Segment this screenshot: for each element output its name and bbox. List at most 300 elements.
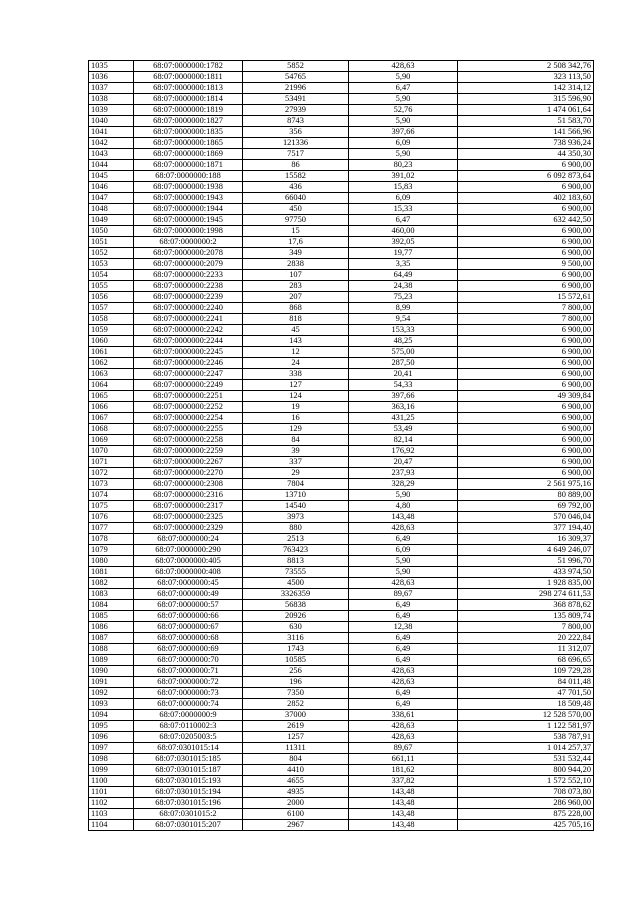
row-number-cell: 1102 [89, 798, 134, 809]
cadastral-value-cell: 6 900,00 [458, 248, 594, 259]
table-row [89, 809, 594, 820]
row-number-cell: 1086 [89, 622, 134, 633]
area-cell: 14540 [243, 501, 349, 512]
row-number-cell: 1104 [89, 820, 134, 831]
table-row [89, 83, 594, 94]
row-number-cell: 1097 [89, 743, 134, 754]
cadastral-number-cell: 68:07:0000000:2254 [134, 413, 243, 424]
area-cell: 16 [243, 413, 349, 424]
area-cell: 10585 [243, 655, 349, 666]
area-cell: 2513 [243, 534, 349, 545]
row-number-cell: 1085 [89, 611, 134, 622]
area-cell: 2000 [243, 798, 349, 809]
area-cell: 19 [243, 402, 349, 413]
specific-value-cell: 19,77 [349, 248, 458, 259]
row-number-cell: 1049 [89, 215, 134, 226]
table-row [89, 424, 594, 435]
specific-value-cell: 9,54 [349, 314, 458, 325]
area-cell: 804 [243, 754, 349, 765]
cadastral-number-cell: 68:07:0000000:2258 [134, 435, 243, 446]
table-row [89, 61, 594, 72]
table-row [89, 523, 594, 534]
specific-value-cell: 363,16 [349, 402, 458, 413]
cadastral-number-cell: 68:07:0000000:68 [134, 633, 243, 644]
cadastral-number-cell: 68:07:0000000:2317 [134, 501, 243, 512]
specific-value-cell: 15,83 [349, 182, 458, 193]
table-row [89, 787, 594, 798]
cadastral-value-cell: 6 900,00 [458, 237, 594, 248]
area-cell: 7804 [243, 479, 349, 490]
table-row [89, 182, 594, 193]
area-cell: 196 [243, 677, 349, 688]
table-row [89, 314, 594, 325]
cadastral-number-cell: 68:07:0000000:2329 [134, 523, 243, 534]
area-cell: 12 [243, 347, 349, 358]
area-cell: 8743 [243, 116, 349, 127]
area-cell: 84 [243, 435, 349, 446]
cadastral-number-cell: 68:07:0000000:1998 [134, 226, 243, 237]
specific-value-cell: 6,49 [349, 655, 458, 666]
cadastral-number-cell: 68:07:0301015:185 [134, 754, 243, 765]
table-row [89, 688, 594, 699]
row-number-cell: 1050 [89, 226, 134, 237]
row-number-cell: 1044 [89, 160, 134, 171]
area-cell: 2967 [243, 820, 349, 831]
specific-value-cell: 6,47 [349, 215, 458, 226]
row-number-cell: 1072 [89, 468, 134, 479]
area-cell: 27939 [243, 105, 349, 116]
cadastral-value-cell: 20 222,84 [458, 633, 594, 644]
area-cell: 4500 [243, 578, 349, 589]
row-number-cell: 1077 [89, 523, 134, 534]
cadastral-number-cell: 68:07:0000000:405 [134, 556, 243, 567]
table-row [89, 710, 594, 721]
area-cell: 124 [243, 391, 349, 402]
row-number-cell: 1093 [89, 699, 134, 710]
cadastral-number-cell: 68:07:0301015:194 [134, 787, 243, 798]
cadastral-number-cell: 68:07:0000000:2078 [134, 248, 243, 259]
area-cell: 15 [243, 226, 349, 237]
cadastral-value-cell: 2 508 342,76 [458, 61, 594, 72]
row-number-cell: 1074 [89, 490, 134, 501]
specific-value-cell: 48,25 [349, 336, 458, 347]
specific-value-cell: 143,48 [349, 787, 458, 798]
cadastral-number-cell: 68:07:0000000:67 [134, 622, 243, 633]
table-row [89, 754, 594, 765]
cadastral-number-cell: 68:07:0000000:9 [134, 710, 243, 721]
cadastral-value-cell: 69 792,00 [458, 501, 594, 512]
row-number-cell: 1046 [89, 182, 134, 193]
cadastral-number-cell: 68:07:0000000:2267 [134, 457, 243, 468]
row-number-cell: 1048 [89, 204, 134, 215]
area-cell: 3326359 [243, 589, 349, 600]
area-cell: 15582 [243, 171, 349, 182]
specific-value-cell: 6,09 [349, 138, 458, 149]
cadastral-number-cell: 68:07:0000000:1827 [134, 116, 243, 127]
cadastral-value-cell: 6 900,00 [458, 358, 594, 369]
area-cell: 256 [243, 666, 349, 677]
row-number-cell: 1064 [89, 380, 134, 391]
table-row [89, 490, 594, 501]
row-number-cell: 1090 [89, 666, 134, 677]
cadastral-value-cell: 7 800,00 [458, 303, 594, 314]
row-number-cell: 1040 [89, 116, 134, 127]
row-number-cell: 1039 [89, 105, 134, 116]
cadastral-value-cell: 1 474 061,64 [458, 105, 594, 116]
cadastral-number-cell: 68:07:0000000:2249 [134, 380, 243, 391]
row-number-cell: 1058 [89, 314, 134, 325]
cadastral-number-cell: 68:07:0000000:1782 [134, 61, 243, 72]
area-cell: 107 [243, 270, 349, 281]
row-number-cell: 1098 [89, 754, 134, 765]
table-row [89, 743, 594, 754]
cadastral-value-cell: 402 183,60 [458, 193, 594, 204]
specific-value-cell: 80,23 [349, 160, 458, 171]
area-cell: 6100 [243, 809, 349, 820]
specific-value-cell: 176,92 [349, 446, 458, 457]
specific-value-cell: 397,66 [349, 391, 458, 402]
cadastral-number-cell: 68:07:0301015:187 [134, 765, 243, 776]
cadastral-value-cell: 6 900,00 [458, 336, 594, 347]
table-row [89, 391, 594, 402]
cadastral-value-cell: 49 309,84 [458, 391, 594, 402]
cadastral-value-cell: 51 583,70 [458, 116, 594, 127]
row-number-cell: 1099 [89, 765, 134, 776]
table-row [89, 369, 594, 380]
cadastral-value-cell: 425 705,16 [458, 820, 594, 831]
area-cell: 17,6 [243, 237, 349, 248]
table-body [89, 61, 594, 831]
area-cell: 24 [243, 358, 349, 369]
area-cell: 3973 [243, 512, 349, 523]
cadastral-number-cell: 68:07:0000000:2 [134, 237, 243, 248]
specific-value-cell: 287,50 [349, 358, 458, 369]
specific-value-cell: 338,61 [349, 710, 458, 721]
specific-value-cell: 3,35 [349, 259, 458, 270]
cadastral-number-cell: 68:07:0000000:1945 [134, 215, 243, 226]
area-cell: 45 [243, 325, 349, 336]
area-cell: 880 [243, 523, 349, 534]
table-row [89, 468, 594, 479]
area-cell: 338 [243, 369, 349, 380]
row-number-cell: 1038 [89, 94, 134, 105]
cadastral-number-cell: 68:07:0000000:45 [134, 578, 243, 589]
area-cell: 283 [243, 281, 349, 292]
table-row [89, 578, 594, 589]
cadastral-number-cell: 68:07:0301015:193 [134, 776, 243, 787]
area-cell: 4410 [243, 765, 349, 776]
row-number-cell: 1051 [89, 237, 134, 248]
cadastral-value-cell: 11 312,07 [458, 644, 594, 655]
table-row [89, 105, 594, 116]
area-cell: 5852 [243, 61, 349, 72]
specific-value-cell: 460,00 [349, 226, 458, 237]
specific-value-cell: 5,90 [349, 556, 458, 567]
row-number-cell: 1071 [89, 457, 134, 468]
specific-value-cell: 237,93 [349, 468, 458, 479]
row-number-cell: 1045 [89, 171, 134, 182]
specific-value-cell: 428,63 [349, 578, 458, 589]
row-number-cell: 1094 [89, 710, 134, 721]
area-cell: 39 [243, 446, 349, 457]
area-cell: 121336 [243, 138, 349, 149]
row-number-cell: 1065 [89, 391, 134, 402]
row-number-cell: 1036 [89, 72, 134, 83]
row-number-cell: 1101 [89, 787, 134, 798]
cadastral-number-cell: 68:07:0000000:1814 [134, 94, 243, 105]
area-cell: 7517 [243, 149, 349, 160]
cadastral-value-cell: 800 944,20 [458, 765, 594, 776]
row-number-cell: 1066 [89, 402, 134, 413]
row-number-cell: 1096 [89, 732, 134, 743]
area-cell: 450 [243, 204, 349, 215]
specific-value-cell: 397,66 [349, 127, 458, 138]
specific-value-cell: 428,63 [349, 732, 458, 743]
area-cell: 66040 [243, 193, 349, 204]
cadastral-value-cell: 80 889,00 [458, 490, 594, 501]
row-number-cell: 1055 [89, 281, 134, 292]
cadastral-value-cell: 6 900,00 [458, 281, 594, 292]
cadastral-value-cell: 433 974,50 [458, 567, 594, 578]
specific-value-cell: 337,82 [349, 776, 458, 787]
table-row [89, 600, 594, 611]
table-row [89, 248, 594, 259]
cadastral-value-cell: 6 900,00 [458, 204, 594, 215]
table-row [89, 534, 594, 545]
specific-value-cell: 428,63 [349, 61, 458, 72]
table-row [89, 798, 594, 809]
table-row [89, 226, 594, 237]
table-row [89, 446, 594, 457]
table-row [89, 655, 594, 666]
area-cell: 356 [243, 127, 349, 138]
specific-value-cell: 428,63 [349, 677, 458, 688]
row-number-cell: 1061 [89, 347, 134, 358]
table-row [89, 501, 594, 512]
row-number-cell: 1059 [89, 325, 134, 336]
cadastral-number-cell: 68:07:0000000:2308 [134, 479, 243, 490]
row-number-cell: 1079 [89, 545, 134, 556]
cadastral-number-cell: 68:07:0000000:1938 [134, 182, 243, 193]
row-number-cell: 1057 [89, 303, 134, 314]
specific-value-cell: 64,49 [349, 270, 458, 281]
area-cell: 11311 [243, 743, 349, 754]
row-number-cell: 1063 [89, 369, 134, 380]
cadastral-value-cell: 323 113,50 [458, 72, 594, 83]
cadastral-value-cell: 6 900,00 [458, 380, 594, 391]
cadastral-number-cell: 68:07:0000000:2239 [134, 292, 243, 303]
cadastral-number-cell: 68:07:0000000:2252 [134, 402, 243, 413]
specific-value-cell: 52,76 [349, 105, 458, 116]
cadastral-value-cell: 47 701,50 [458, 688, 594, 699]
row-number-cell: 1043 [89, 149, 134, 160]
cadastral-value-cell: 6 900,00 [458, 424, 594, 435]
cadastral-value-cell: 44 350,30 [458, 149, 594, 160]
table-row [89, 380, 594, 391]
cadastral-number-cell: 68:07:0000000:1819 [134, 105, 243, 116]
table-row [89, 171, 594, 182]
table-row [89, 611, 594, 622]
cadastral-value-cell: 68 696,65 [458, 655, 594, 666]
cadastral-number-cell: 68:07:0000000:2238 [134, 281, 243, 292]
specific-value-cell: 181,62 [349, 765, 458, 776]
document-sheet [88, 60, 594, 831]
cadastral-number-cell: 68:07:0000000:188 [134, 171, 243, 182]
cadastral-number-cell: 68:07:0000000:2079 [134, 259, 243, 270]
specific-value-cell: 6,47 [349, 83, 458, 94]
area-cell: 53491 [243, 94, 349, 105]
area-cell: 763423 [243, 545, 349, 556]
specific-value-cell: 6,09 [349, 545, 458, 556]
cadastral-value-cell: 141 566,96 [458, 127, 594, 138]
specific-value-cell: 5,90 [349, 116, 458, 127]
specific-value-cell: 143,48 [349, 809, 458, 820]
cadastral-number-cell: 68:07:0000000:2245 [134, 347, 243, 358]
area-cell: 1257 [243, 732, 349, 743]
cadastral-number-cell: 68:07:0000000:69 [134, 644, 243, 655]
specific-value-cell: 8,99 [349, 303, 458, 314]
specific-value-cell: 143,48 [349, 820, 458, 831]
area-cell: 2619 [243, 721, 349, 732]
specific-value-cell: 12,38 [349, 622, 458, 633]
table-row [89, 721, 594, 732]
specific-value-cell: 5,90 [349, 490, 458, 501]
cadastral-value-cell: 12 528 570,00 [458, 710, 594, 721]
table-row [89, 622, 594, 633]
cadastral-value-cell: 708 073,80 [458, 787, 594, 798]
specific-value-cell: 6,49 [349, 688, 458, 699]
cadastral-value-cell: 377 194,40 [458, 523, 594, 534]
row-number-cell: 1078 [89, 534, 134, 545]
row-number-cell: 1081 [89, 567, 134, 578]
area-cell: 868 [243, 303, 349, 314]
table-row [89, 127, 594, 138]
cadastral-number-cell: 68:07:0000000:2255 [134, 424, 243, 435]
cadastral-value-cell: 7 800,00 [458, 622, 594, 633]
cadastral-number-cell: 68:07:0000000:2244 [134, 336, 243, 347]
area-cell: 436 [243, 182, 349, 193]
cadastral-number-cell: 68:07:0000000:2240 [134, 303, 243, 314]
specific-value-cell: 6,49 [349, 699, 458, 710]
row-number-cell: 1069 [89, 435, 134, 446]
table-row [89, 94, 594, 105]
specific-value-cell: 89,67 [349, 743, 458, 754]
row-number-cell: 1089 [89, 655, 134, 666]
table-row [89, 237, 594, 248]
table-row [89, 193, 594, 204]
cadastral-number-cell: 68:07:0000000:2325 [134, 512, 243, 523]
cadastral-value-cell: 6 900,00 [458, 160, 594, 171]
cadastral-number-cell: 68:07:0000000:2251 [134, 391, 243, 402]
cadastral-number-cell: 68:07:0301015:196 [134, 798, 243, 809]
specific-value-cell: 75,23 [349, 292, 458, 303]
cadastral-number-cell: 68:07:0301015:14 [134, 743, 243, 754]
row-number-cell: 1083 [89, 589, 134, 600]
specific-value-cell: 5,90 [349, 567, 458, 578]
table-row [89, 116, 594, 127]
specific-value-cell: 5,90 [349, 72, 458, 83]
table-row [89, 292, 594, 303]
table-row [89, 325, 594, 336]
area-cell: 4655 [243, 776, 349, 787]
cadastral-number-cell: 68:07:0000000:74 [134, 699, 243, 710]
row-number-cell: 1060 [89, 336, 134, 347]
row-number-cell: 1087 [89, 633, 134, 644]
cadastral-value-table [88, 60, 594, 831]
specific-value-cell: 661,11 [349, 754, 458, 765]
cadastral-value-cell: 6 900,00 [458, 325, 594, 336]
cadastral-number-cell: 68:07:0000000:57 [134, 600, 243, 611]
specific-value-cell: 328,29 [349, 479, 458, 490]
table-row [89, 402, 594, 413]
table-row [89, 303, 594, 314]
row-number-cell: 1042 [89, 138, 134, 149]
row-number-cell: 1047 [89, 193, 134, 204]
row-number-cell: 1053 [89, 259, 134, 270]
cadastral-value-cell: 6 900,00 [458, 347, 594, 358]
cadastral-value-cell: 315 596,90 [458, 94, 594, 105]
specific-value-cell: 53,49 [349, 424, 458, 435]
table-row [89, 435, 594, 446]
table-row [89, 589, 594, 600]
cadastral-value-cell: 738 936,24 [458, 138, 594, 149]
table-row [89, 138, 594, 149]
table-row [89, 765, 594, 776]
cadastral-number-cell: 68:07:0000000:1869 [134, 149, 243, 160]
specific-value-cell: 54,33 [349, 380, 458, 391]
row-number-cell: 1092 [89, 688, 134, 699]
cadastral-value-cell: 15 572,61 [458, 292, 594, 303]
area-cell: 97750 [243, 215, 349, 226]
table-row [89, 776, 594, 787]
specific-value-cell: 153,33 [349, 325, 458, 336]
row-number-cell: 1073 [89, 479, 134, 490]
cadastral-value-cell: 142 314,12 [458, 83, 594, 94]
row-number-cell: 1041 [89, 127, 134, 138]
specific-value-cell: 5,90 [349, 149, 458, 160]
cadastral-value-cell: 1 014 257,37 [458, 743, 594, 754]
table-row [89, 545, 594, 556]
cadastral-number-cell: 68:07:0000000:24 [134, 534, 243, 545]
row-number-cell: 1052 [89, 248, 134, 259]
row-number-cell: 1054 [89, 270, 134, 281]
area-cell: 73555 [243, 567, 349, 578]
cadastral-value-cell: 6 900,00 [458, 413, 594, 424]
area-cell: 129 [243, 424, 349, 435]
table-row [89, 204, 594, 215]
specific-value-cell: 575,00 [349, 347, 458, 358]
cadastral-number-cell: 68:07:0000000:49 [134, 589, 243, 600]
table-row [89, 699, 594, 710]
area-cell: 3116 [243, 633, 349, 644]
cadastral-value-cell: 1 122 581,97 [458, 721, 594, 732]
cadastral-value-cell: 538 787,91 [458, 732, 594, 743]
table-row [89, 281, 594, 292]
specific-value-cell: 6,49 [349, 534, 458, 545]
specific-value-cell: 428,63 [349, 523, 458, 534]
cadastral-number-cell: 68:07:0000000:66 [134, 611, 243, 622]
cadastral-number-cell: 68:07:0000000:2242 [134, 325, 243, 336]
cadastral-number-cell: 68:07:0000000:73 [134, 688, 243, 699]
cadastral-value-cell: 1 572 552,10 [458, 776, 594, 787]
cadastral-value-cell: 2 561 975,16 [458, 479, 594, 490]
cadastral-number-cell: 68:07:0205003:5 [134, 732, 243, 743]
area-cell: 349 [243, 248, 349, 259]
cadastral-value-cell: 135 809,74 [458, 611, 594, 622]
table-row [89, 72, 594, 83]
table-row [89, 358, 594, 369]
cadastral-value-cell: 6 900,00 [458, 369, 594, 380]
